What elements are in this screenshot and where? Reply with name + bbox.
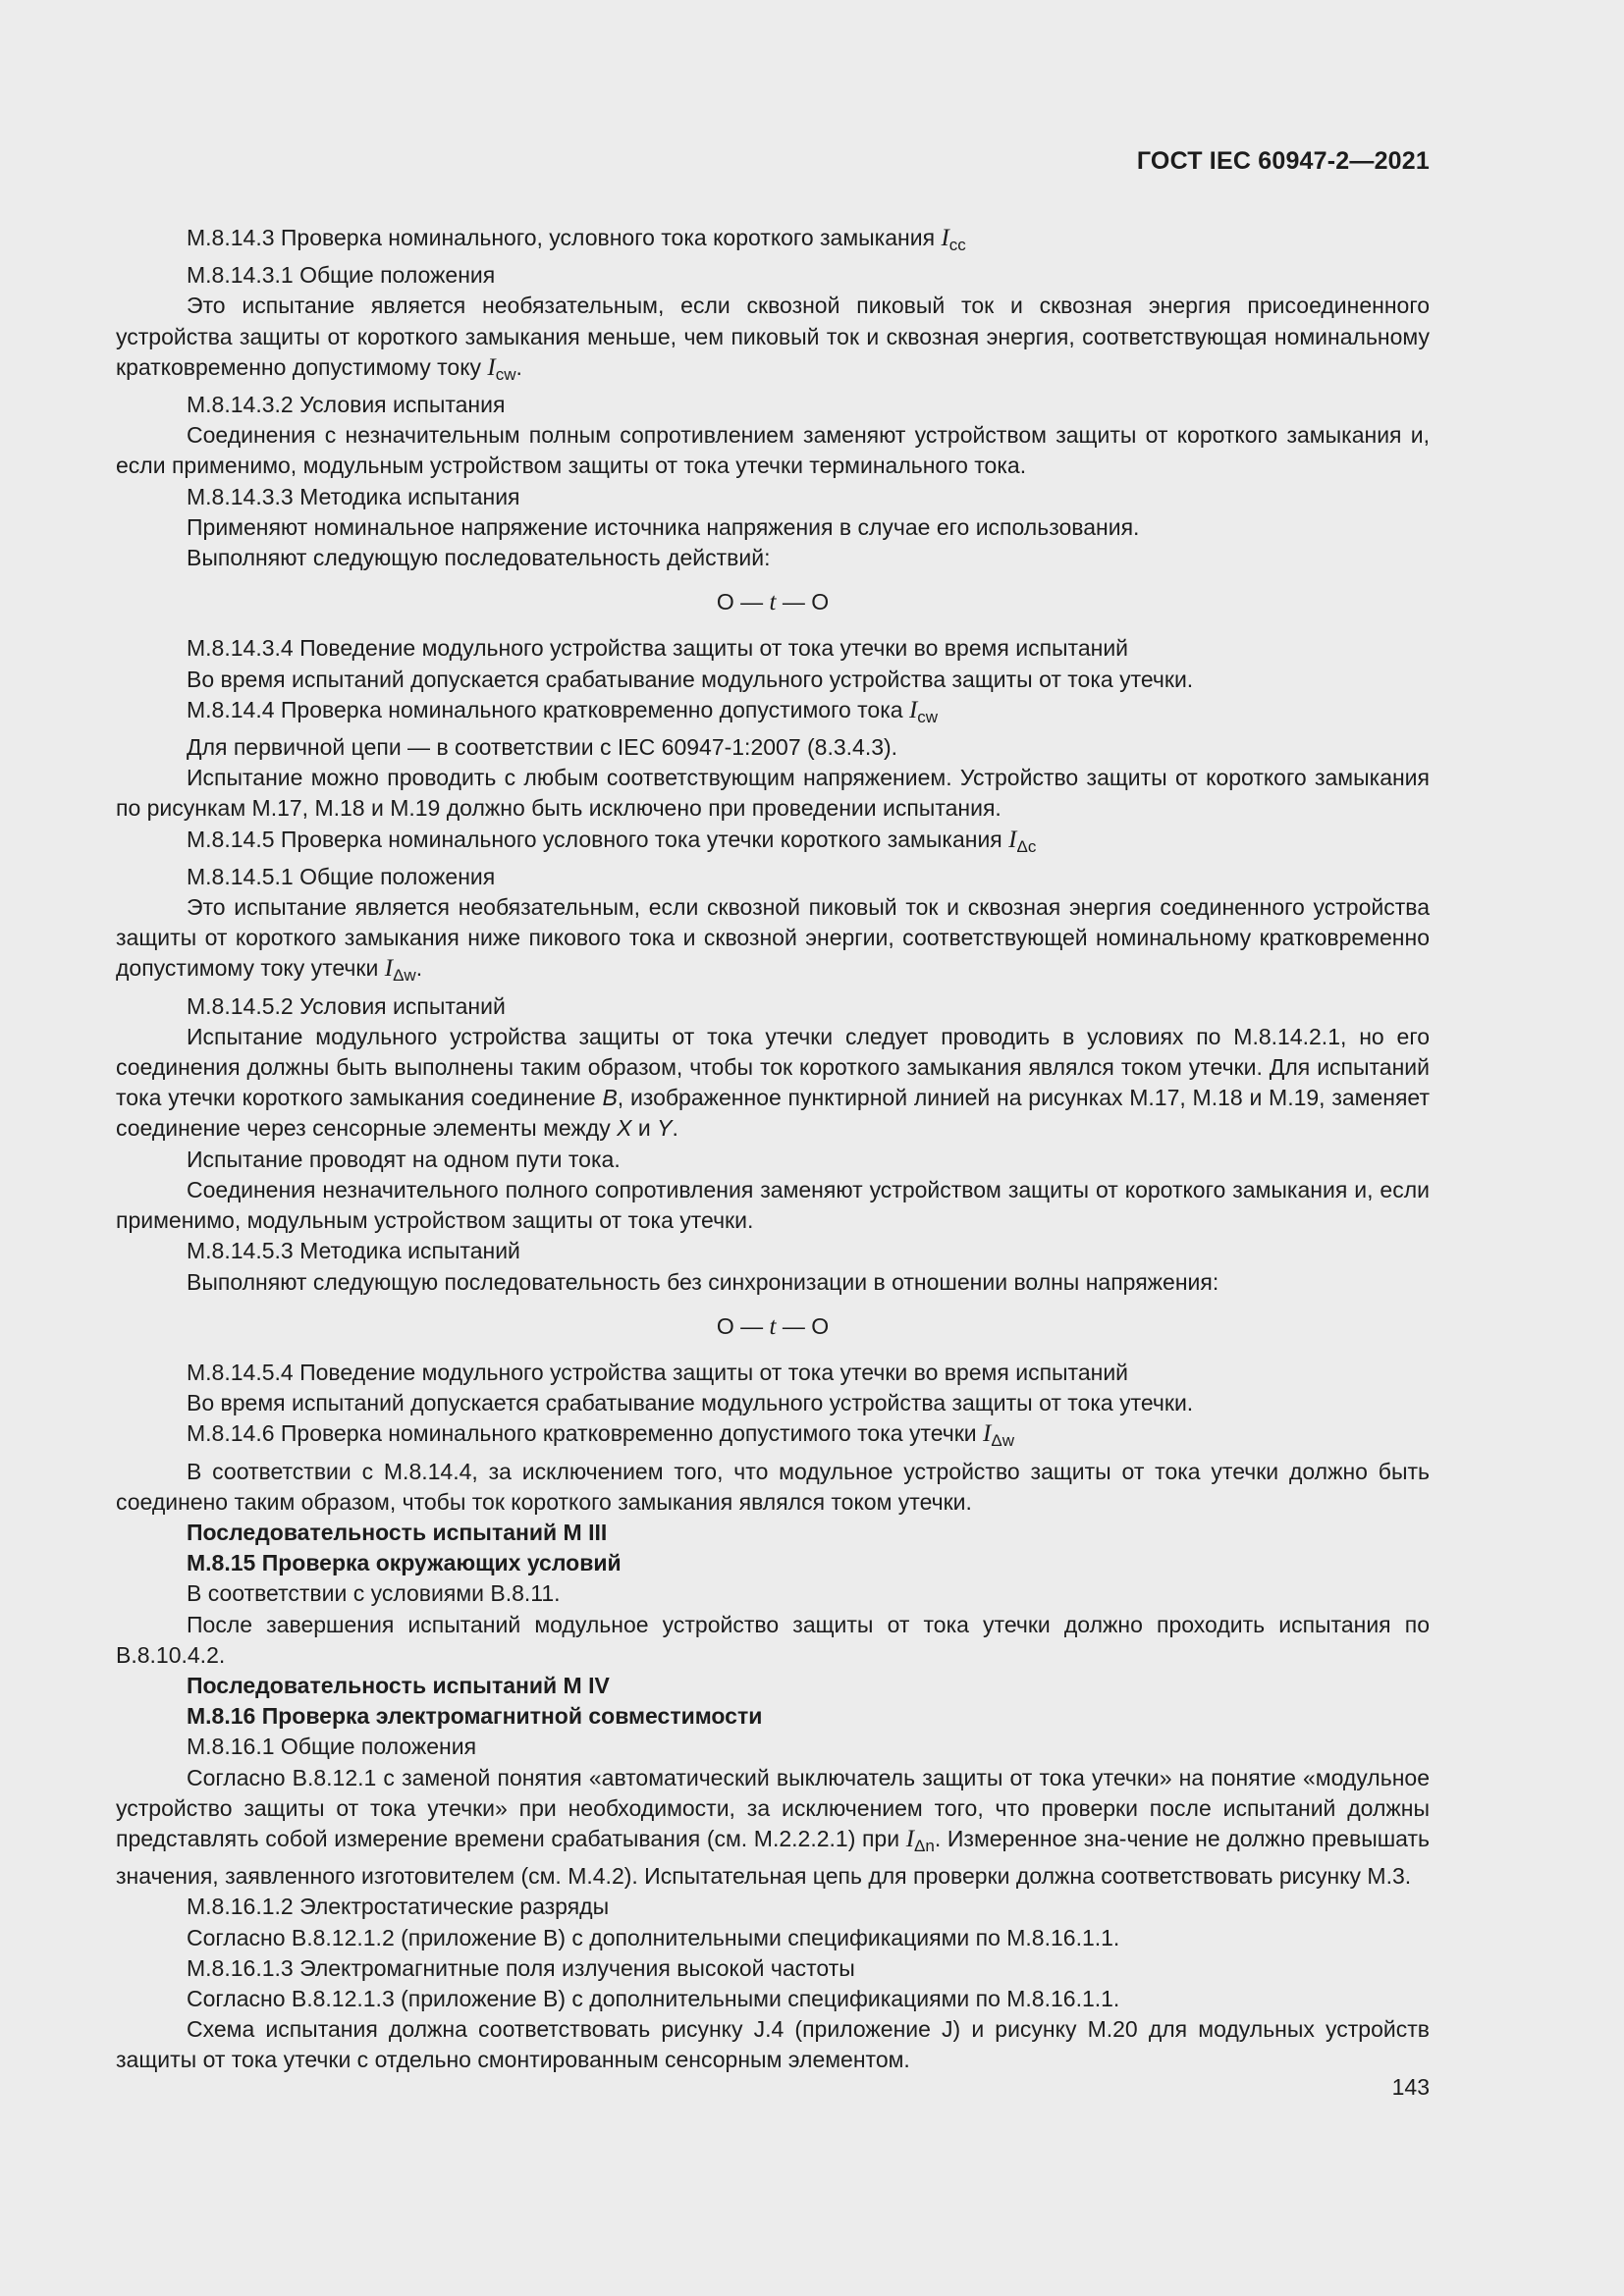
clause-heading: М.8.16.1.2 Электростатические разряды bbox=[187, 1894, 610, 1920]
body-paragraph: Соединения незначительного полного сопротивления заменяют устройством защиты от короткого замыкания и, если применимо, модульным устройством защиты от тока утечки. bbox=[116, 1176, 1430, 1234]
body-paragraph: Схема испытания должна соответствовать рисунку J.4 (приложение J) и рисунку М.20 для модульных устройств защиты от тока утечки с отдельно смонтированным сенсорным элементом. bbox=[116, 2016, 1430, 2073]
current-symbol: I bbox=[1008, 826, 1017, 853]
document-code: ГОСТ IEC 60947-2—2021 bbox=[1136, 147, 1430, 175]
body-paragraph: Это испытание является необязательным, если сквозной пиковый ток и сквозная энергия присоединенного устройства защиты от короткого замыкания меньше, чем пиковый ток и сквозная энергия, соответствующая номинальному кратковременно допустимому току $I_{cw}$. bbox=[116, 293, 1430, 384]
body-paragraph: Согласно В.8.12.1 с заменой понятия «автоматический выключатель защиты от тока утечки» на понятие «модульное устройство защиты от тока утечки» при необходимости, за исключением того, что проверки после испытаний должны представлять собой измерение времени срабатывания (см. М.2.2.2.1) при $I_{\Delta n}$. Измеренное зна-чение не должно превышать значения, заявленного изготовителем (см. М.4.2). Испытательная цепь для проверки должна соответствовать рисунку М.3. bbox=[116, 1764, 1430, 1890]
symbol-subscript: Δc bbox=[1016, 836, 1037, 856]
page-number: 143 bbox=[1391, 2074, 1430, 2100]
current-symbol: I bbox=[905, 1825, 915, 1852]
clause-heading: М.8.16.1 Общие положения bbox=[187, 1734, 477, 1760]
clause-heading: М.8.14.3 Проверка номинального, условного тока короткого замыкания $I_{cc}$ bbox=[187, 225, 966, 254]
clause-heading: М.8.14.3.3 Методика испытания bbox=[187, 483, 520, 509]
body-paragraph: Согласно В.8.12.1.3 (приложение В) с дополнительными спецификациями по М.8.16.1.1. bbox=[187, 1985, 1120, 2011]
body-paragraph: Испытание можно проводить с любым соответствующим напряжением. Устройство защиты от короткого замыкания по рисункам М.17, М.18 и М.19 должно быть исключено при проведении испытания. bbox=[116, 765, 1430, 822]
document-body bbox=[116, 223, 1430, 2076]
clause-heading: М.8.14.5 Проверка номинального условного тока утечки короткого замыкания $I_{\Delta c}$ bbox=[187, 826, 1037, 856]
current-symbol: I bbox=[941, 225, 949, 251]
clause-heading: М.8.14.3.2 Условия испытания bbox=[187, 392, 506, 418]
clause-heading: М.8.14.5.1 Общие положения bbox=[187, 863, 496, 889]
clause-heading: М.8.16.1.3 Электромагнитные поля излучения высокой частоты bbox=[187, 1954, 855, 1981]
body-paragraph: Соединения с незначительным полным сопротивлением заменяют устройством защиты от короткого замыкания и, если применимо, модульным устройством защиты от тока утечки терминального тока. bbox=[116, 422, 1430, 479]
clause-heading: М.8.14.3.4 Поведение модульного устройства защиты от тока утечки во время испытаний bbox=[187, 635, 1129, 662]
body-paragraph: Во время испытаний допускается срабатывание модульного устройства защиты от тока утечки. bbox=[187, 666, 1194, 692]
body-paragraph: Для первичной цепи — в соответствии с IEC 60947-1:2007 (8.3.4.3). bbox=[187, 734, 898, 761]
section-heading: Последовательность испытаний М III bbox=[187, 1519, 608, 1545]
clause-heading: М.8.14.5.3 Методика испытаний bbox=[187, 1238, 520, 1264]
current-symbol: I bbox=[384, 955, 394, 983]
body-paragraph: Согласно В.8.12.1.2 (приложение В) с дополнительными спецификациями по М.8.16.1.1. bbox=[187, 1924, 1120, 1950]
body-paragraph: В соответствии с М.8.14.4, за исключением того, что модульное устройство защиты от тока утечки должно быть соединено таким образом, чтобы ток короткого замыкания являлся током утечки. bbox=[116, 1458, 1430, 1515]
test-sequence-formula: О — t — О bbox=[716, 1312, 830, 1340]
symbol-subscript: cw bbox=[495, 364, 516, 384]
body-paragraph: Это испытание является необязательным, если сквозной пиковый ток и сквозная энергия соединенного устройства защиты от короткого замыкания ниже пикового тока и сквозной энергии, соответствующей номинальному кратковременно допустимому току утечки $I_{\Delta w}$. bbox=[116, 894, 1430, 986]
symbol-subscript: Δn bbox=[914, 1836, 935, 1855]
section-heading: М.8.15 Проверка окружающих условий bbox=[187, 1550, 622, 1576]
clause-heading: М.8.14.5.4 Поведение модульного устройства защиты от тока утечки во время испытаний bbox=[187, 1359, 1129, 1385]
body-paragraph: Во время испытаний допускается срабатывание модульного устройства защиты от тока утечки. bbox=[187, 1390, 1194, 1416]
section-heading: М.8.16 Проверка электромагнитной совместимости bbox=[187, 1703, 763, 1730]
body-paragraph: Применяют номинальное напряжение источника напряжения в случае его использования. bbox=[187, 513, 1140, 540]
clause-heading: М.8.14.5.2 Условия испытаний bbox=[187, 992, 506, 1019]
clause-heading: М.8.14.4 Проверка номинального кратковременно допустимого тока $I_{cw}$ bbox=[187, 696, 939, 726]
symbol-subscript: cc bbox=[948, 236, 966, 254]
body-paragraph: В соответствии с условиями В.8.11. bbox=[187, 1580, 561, 1607]
symbol-subscript: cw bbox=[917, 707, 939, 726]
current-symbol: I bbox=[983, 1420, 992, 1448]
body-paragraph: Испытание модульного устройства защиты от тока утечки следует проводить в условиях по М.8.14.2.1, но его соединения должны быть выполнены таким образом, чтобы ток короткого замыкания являлся током утечки. Для испытаний тока утечки короткого замыкания соединение B, изображенное пунктирной линией на рисунках М.17, М.18 и М.19, заменяет соединение через сенсорные элементы между X и Y. bbox=[116, 1023, 1430, 1142]
clause-heading: М.8.14.6 Проверка номинального кратковременно допустимого тока утечки $I_{\Delta w}$ bbox=[187, 1420, 1015, 1451]
current-symbol: I bbox=[487, 353, 496, 381]
symbol-subscript: Δw bbox=[393, 966, 416, 986]
symbol-subscript: Δw bbox=[991, 1431, 1015, 1451]
body-paragraph: Выполняют следующую последовательность без синхронизации в отношении волны напряжения: bbox=[187, 1268, 1219, 1295]
body-paragraph: Выполняют следующую последовательность действий: bbox=[187, 545, 771, 571]
section-heading: Последовательность испытаний М IV bbox=[187, 1672, 610, 1698]
clause-heading: М.8.14.3.1 Общие положения bbox=[187, 262, 496, 289]
current-symbol: I bbox=[908, 696, 918, 723]
body-paragraph: После завершения испытаний модульное устройство защиты от тока утечки должно проходить испытания по В.8.10.4.2. bbox=[116, 1611, 1430, 1668]
body-paragraph: Испытание проводят на одном пути тока. bbox=[187, 1146, 621, 1172]
test-sequence-formula: О — t — О bbox=[716, 589, 830, 616]
